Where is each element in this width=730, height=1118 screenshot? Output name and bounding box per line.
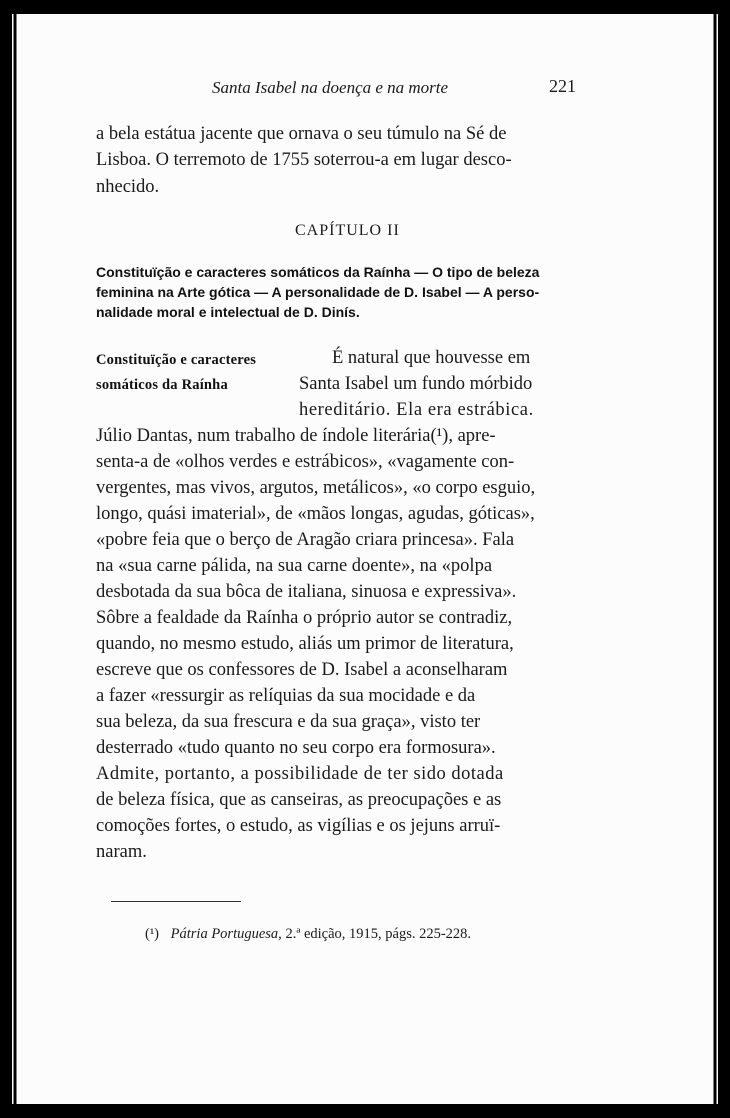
body-line: senta-a de «olhos verdes e estrábicos», «vagamente con- bbox=[96, 452, 515, 472]
body-line: Santa Isabel um fundo mórbido bbox=[299, 374, 533, 394]
chapter-title: CAPÍTULO II bbox=[295, 222, 400, 239]
body-line: de beleza física, que as canseiras, as preocupações e as bbox=[96, 790, 502, 810]
body-line: desbotada da sua bôca de italiana, sinuosa e expressiva». bbox=[96, 582, 517, 602]
body-line: desterrado «tudo quanto no seu corpo era formosura». bbox=[96, 738, 496, 758]
intro-line: Lisboa. O terremoto de 1755 soterrou-a em lugar desco- bbox=[96, 150, 512, 170]
running-title: Santa Isabel na doença e na morte bbox=[212, 78, 449, 97]
body-line: vergentes, mas vivos, argutos, metálicos», «o corpo esguio, bbox=[96, 478, 536, 498]
body-line: a fazer «ressurgir as relíquias da sua mocidade e da bbox=[96, 686, 476, 706]
body-line: comoções fortes, o estudo, as vigílias e os jejuns arruï- bbox=[96, 816, 501, 836]
margin-note-line: somáticos da Raínha bbox=[96, 377, 228, 393]
page-number: 221 bbox=[549, 76, 576, 96]
footnote-details: 2.ª edição, 1915, págs. 225-228. bbox=[285, 926, 472, 942]
body-line: Admite, portanto, a possibilidade de ter sido dotada bbox=[96, 764, 504, 784]
margin-note-line: Constituïção e caracteres bbox=[96, 352, 257, 368]
footnote-separator bbox=[111, 901, 241, 902]
body-line: sua beleza, da sua frescura e da sua graça», visto ter bbox=[96, 712, 481, 732]
body-line: É natural que houvesse em bbox=[332, 348, 531, 368]
chapter-summary-line: nalidade moral e intelectual de D. Dinís. bbox=[96, 304, 360, 320]
chapter-summary-line: feminina na Arte gótica — A personalidade de D. Isabel — A perso- bbox=[96, 284, 540, 300]
body-line: hereditário. Ela era estrábica. bbox=[299, 400, 534, 420]
body-line: longo, quási imaterial», de «mãos longas, agudas, góticas», bbox=[96, 504, 535, 524]
intro-line: a bela estátua jacente que ornava o seu túmulo na Sé de bbox=[96, 124, 507, 144]
footnote-work-title: Pátria Portuguesa, bbox=[170, 926, 282, 942]
body-line: naram. bbox=[96, 842, 147, 862]
footnote bbox=[145, 926, 471, 943]
body-line: na «sua carne pálida, na sua carne doente», na «polpa bbox=[96, 556, 493, 576]
body-line: escreve que os confessores de D. Isabel a aconselharam bbox=[96, 660, 508, 680]
body-line: quando, no mesmo estudo, aliás um primor de literatura, bbox=[96, 634, 514, 654]
body-line-text: , apre- bbox=[448, 426, 496, 446]
body-line bbox=[96, 426, 496, 447]
intro-line: nhecido. bbox=[96, 177, 160, 197]
body-line: «pobre feia que o berço de Aragão criara princesa». Fala bbox=[96, 530, 515, 550]
chapter-summary-line: Constituïção e caracteres somáticos da Raínha — O tipo de beleza bbox=[96, 264, 540, 280]
footnote-reference: (¹) bbox=[430, 426, 449, 446]
body-line: Sôbre a fealdade da Raínha o próprio autor se contradiz, bbox=[96, 608, 513, 628]
footnote-marker: (¹) bbox=[145, 926, 160, 942]
body-line-text: Júlio Dantas, num trabalho de índole literária bbox=[96, 426, 431, 446]
document-page bbox=[12, 14, 718, 1104]
